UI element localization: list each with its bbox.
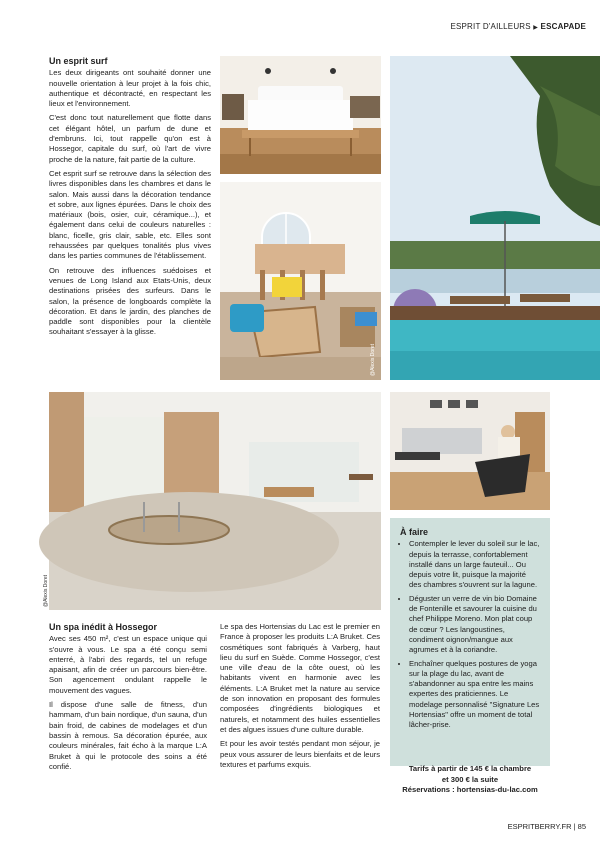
section-label: ESPRIT D'AILLEURS: [450, 22, 531, 31]
intro-title: Un esprit surf: [49, 56, 108, 66]
photo-credit: @Alexis Doret: [43, 574, 49, 607]
footer-site: ESPRITBERRY.FR: [507, 822, 572, 831]
footer-separator: |: [573, 822, 576, 831]
intro-paragraph: Les deux dirigeants ont souhaité donner une nouvelle orientation à leur projet à la fois chic, authentique et décontracté, en respectant les lieux et l'environnement.: [49, 68, 211, 109]
spa-column-2: [220, 622, 380, 774]
intro-paragraph: Cet esprit surf se retrouve dans la sélection des livres disponibles dans les chambres et dans le salon. Mais aussi dans la décoration tendance et sobre, aux lignes épurées. Dans le choix des matériaux (bois, osier, cuir, céramique...), et également dans celui de couleurs naturelles : blanc, ficelle, gris clair, sable, etc. Elles sont rehaussées par quelques tonalités plus vives dans les parties communes de l'établissement.: [49, 168, 211, 261]
afaire-list: [400, 539, 540, 730]
tarifs-line: Tarifs à partir de 145 € la chambre: [408, 764, 532, 773]
subsection-label: ESCAPADE: [540, 22, 586, 31]
living-room-photo: [390, 392, 550, 510]
page-footer: [508, 822, 586, 831]
lounge-photo: [220, 182, 381, 380]
tarifs: [390, 764, 550, 796]
afaire-title: À faire: [400, 527, 429, 537]
pool-photo: [390, 56, 600, 380]
intro-paragraph: C'est donc tout naturellement que flotte dans cet élégant hôtel, un parfum de dune et d'embruns. Ici, tout rappelle qu'on est à Hossegor, capitale du surf, où l'art de vivre proche de la nature, fait partie de la culture.: [49, 113, 211, 164]
photo-credit: @Alexis Doret: [370, 343, 376, 376]
tarifs-line: et 300 € la suite: [441, 774, 499, 784]
intro-paragraph: On retrouve des influences suédoises et venues de Long Island aux Etats-Unis, deux destinations prisées des surfeurs. Dans le salon, la présence de longboards complète la décoration. Et dans le jardin, des planches de paddle sont disponibles pour la clientèle souhaitant s'essayer à la glisse.: [49, 265, 211, 337]
page-number: 85: [577, 822, 586, 831]
spa-paragraph: Il dispose d'une salle de fitness, d'un hammam, d'un bain nordique, d'un sauna, d'un bain froid, de cabines de modelages et d'un bassin à remous. Sa décoration épurée, aux couleurs minérales, fait écho à la marque L:A Bruket à qui le protocole des soins a été confié.: [49, 700, 207, 771]
reservations-line: Réservations : hortensias-du-lac.com: [402, 785, 538, 794]
afaire-item: • Enchaîner quelques postures de yoga sur la plage du lac, avant de s'abandonner au spa entre les mains expertes des praticiennes. Le modelage personnalisé "Signature Les Hortensias" offre un moment de total lâcher-prise.: [409, 659, 540, 731]
spa-paragraph: Le spa des Hortensias du Lac est le premier en France à proposer les produits L:A Bruket. Ces cosmétiques sont fabriqués à Varberg, haut lieu du surf en Suède. Comme Hossegor, c'est une ville d'eau de la côte ouest, où les habitants vivent en harmonie avec les éléments. L:A Bruket met la nature au service de son innovation en proposant des formules composées d'ingrédients biologiques et naturels, et notamment des huiles essentielles et des algues issues d'une culture durable.: [220, 622, 380, 734]
spa-column-1: [49, 622, 207, 776]
afaire-item: • Contempler le lever du soleil sur le lac, depuis la terrasse, confortablement installé dans un large fauteuil... Ou depuis votre lit, puisque la majorité des chambres s'ouvrent sur la lagune.: [409, 539, 540, 590]
spa-title: Un spa inédit à Hossegor: [49, 622, 158, 632]
spa-photo: [43, 392, 381, 610]
intro-column: [49, 56, 211, 342]
afaire-item: • Déguster un verre de vin bio Domaine de Fontenille et savourer la cuisine du chef Philippe Moreno. Mon plat coup de cœur ? Les langoustines, condiment oignon/mangue aux agrumes et à la coriandre.: [409, 594, 540, 656]
spa-paragraph: Et pour les avoir testés pendant mon séjour, je peux vous assurer de leurs bienfaits et de leurs textures et parfums exquis.: [220, 739, 380, 769]
spa-paragraph: Avec ses 450 m², c'est un espace unique qui s'ouvre à vous. Le spa a été conçu semi enterré, à l'abri des regards, tel un refuge apaisant, afin de créer un parcours bien-être. Son agencement ondulant rappelle le mouvement des vagues.: [49, 634, 207, 695]
running-header: [450, 22, 586, 31]
arrow-icon: ▶: [533, 25, 539, 31]
bedroom-photo: [220, 56, 381, 174]
afaire-box: [390, 518, 550, 766]
